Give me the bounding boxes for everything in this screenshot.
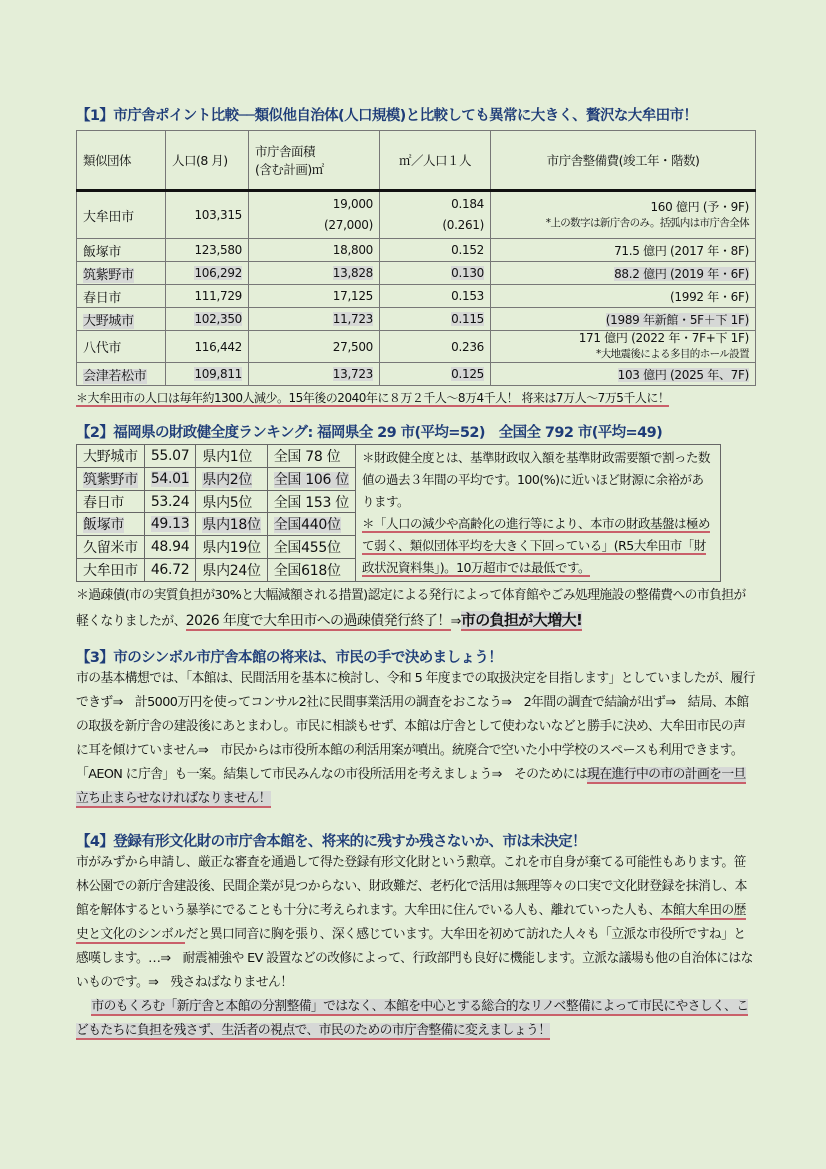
- per-person-cell: [380, 285, 491, 308]
- bond-end-emphasis: 2026 年度で大牟田市への過疎債発行終了！: [185, 613, 451, 629]
- header-area-line2: (含む計画)㎡: [255, 162, 324, 177]
- pref-rank-cell: [196, 445, 267, 468]
- population-cell: [166, 191, 249, 239]
- cost-value: 160 億円 (予・9F): [650, 199, 749, 214]
- score-cell: [144, 559, 196, 582]
- nat-rank-value: 全国 106 位: [273, 471, 349, 488]
- city-name-text: 春日市: [83, 290, 122, 306]
- score-cell: [144, 513, 196, 536]
- per-person-value: 0.236: [451, 339, 484, 354]
- score-value: 48.94: [150, 539, 190, 556]
- city-name-text: 春日市: [83, 494, 125, 511]
- depopulation-bond-note: [76, 584, 756, 634]
- nat-rank-value: 全国455位: [273, 540, 341, 557]
- header-cost: 市庁舎整備費(竣工年・階数): [491, 131, 756, 191]
- table-row: [77, 191, 756, 239]
- population-note-text: ＊大牟田市の人口は毎年約1300人減少。15年後の2040年に８万２千人～8万4千人！ 将来は7万人～7万5千人に！: [76, 391, 670, 405]
- nat-rank-cell: [267, 490, 355, 513]
- pref-rank-cell: [196, 559, 267, 582]
- table-row: [77, 308, 756, 331]
- table-row: [77, 513, 356, 536]
- nat-rank-value: 全国440位: [273, 517, 341, 534]
- population-note: [76, 389, 756, 406]
- area-cell: [249, 308, 380, 331]
- cost-note: *上の数字は新庁舎のみ。括弧内は市庁舎全体: [545, 216, 749, 229]
- pref-rank-value: 県内19位: [202, 540, 261, 557]
- cost-cell: [491, 363, 756, 386]
- area-value: 19,000: [332, 197, 373, 211]
- city-name: [77, 467, 145, 490]
- score-value: 54.01: [150, 470, 190, 487]
- header-area: [249, 131, 380, 191]
- area-value: 13,723: [332, 367, 373, 381]
- per-person-cell: [380, 239, 491, 262]
- city-name: [77, 239, 166, 262]
- population-value: 111,729: [194, 289, 242, 303]
- area-cell: [249, 285, 380, 308]
- table-row: [77, 331, 756, 363]
- header-population: 人口(8 月): [166, 131, 249, 191]
- per-person-value: 0.115: [451, 312, 484, 326]
- section3-text: 市の基本構想では、「本館は、民間活用を基本に検討し、令和 5 年度までの取扱決定を目指します」としていましたが、履行できず⇒ 計5000万円を使ってコンサル2社に民間事業活用の調査をおこなう⇒ 2年間の調査で結論が出ず⇒ 結局、本館の取扱を新庁舎の建設後にあとまわし。市民に相談もせず、本館は庁舎として使わないなどと勝手に決め、大牟田市民の声に耳を傾けていません⇒ 市民からは市役所本館の利活用案が噴出。統廃合で空いた小中学校のスペースも利用できます。「AEON に庁舎」も一案。結集して市民みんなの市役所活用を考えましょう⇒ そのためには: [76, 671, 755, 782]
- pref-rank-value: 県内1位: [202, 448, 253, 465]
- city-name: [77, 331, 166, 363]
- city-name-text: 大野城市: [83, 313, 134, 329]
- score-value: 53.24: [150, 493, 190, 510]
- city-name-text: 筑紫野市: [83, 471, 138, 488]
- pref-rank-value: 県内2位: [202, 471, 253, 488]
- section4-body: [76, 851, 756, 995]
- per-person-cell: [380, 191, 491, 239]
- city-name: [77, 191, 166, 239]
- cost-cell: [491, 191, 756, 239]
- per-person-cell: [380, 363, 491, 386]
- section4-text-a: 市がみずから申請し、厳正な審査を通過して得た登録有形文化財という勲章。これを市自身が棄てる可能性もあります。笹林公園での新庁舎建設後、民間企業が見つからない、財政難だ、老朽化で活用は無理等々の口実で文化財登録を抹消し、本館を解体するという暴挙にでることも十分に考えられます。大牟田に住んでいる人も、離れていった人も、: [76, 855, 747, 918]
- table-header-row: [77, 131, 756, 191]
- section4-title: 【4】登録有形文化財の市庁舎本館を、将来的に残すか残さないか、市は未決定！: [76, 834, 586, 850]
- cost-cell: [491, 239, 756, 262]
- population-cell: [166, 285, 249, 308]
- section4-emphasis: 本館大牟田の歴史と文化のシンボル: [76, 903, 746, 942]
- burden-increase-emphasis: 市の負担が大増大!: [460, 611, 583, 629]
- conclusion: [76, 995, 756, 1043]
- bond-note-text: ＊過疎債(市の実質負担が30%と大幅減額される措置)認定による発行によって体育館やごみ処理施設の整備費への市負担が軽くなりましたが、: [76, 588, 746, 629]
- cost-value: 171 億円 (2022 年・7F+下 1F): [578, 331, 749, 345]
- per-person-cell: [380, 308, 491, 331]
- nat-rank-cell: [267, 559, 355, 582]
- header-city: 類似団体: [77, 131, 166, 191]
- section1-title: 【1】市庁舎ポイント比較──類似他自治体(人口規模)と比較しても異常に大きく、贅沢な大牟田市！: [76, 108, 698, 124]
- arrow-icon: ⇒: [450, 614, 461, 629]
- pref-rank-cell: [196, 467, 267, 490]
- city-name: [77, 363, 166, 386]
- pref-rank-value: 県内18位: [202, 517, 261, 534]
- score-value: 55.07: [150, 447, 190, 464]
- pref-rank-cell: [196, 513, 267, 536]
- header-per-person: ㎡／人口１人: [380, 131, 491, 191]
- cost-cell: [491, 262, 756, 285]
- nat-rank-cell: [267, 513, 355, 536]
- score-value: 49.13: [150, 516, 190, 533]
- nat-rank-value: 全国 153 位: [273, 494, 349, 511]
- score-cell: [144, 490, 196, 513]
- cost-value: (1992 年・6F): [670, 289, 749, 304]
- nat-rank-cell: [267, 445, 355, 468]
- city-hall-comparison-table: [76, 130, 756, 386]
- per-person-total-value: (0.261): [442, 218, 484, 232]
- area-cell: [249, 363, 380, 386]
- section3-emphasis: 現在進行中の市の計画を一旦立ち止まらせなければなりません！: [76, 767, 746, 806]
- table-row: [77, 363, 756, 386]
- population-value: 109,811: [194, 367, 242, 381]
- table-row: [77, 467, 356, 490]
- score-value: 46.72: [150, 562, 190, 579]
- population-value: 103,315: [194, 208, 242, 222]
- area-cell: [249, 191, 380, 239]
- fiscal-definition-note: ＊財政健全度とは、基準財政収入額を基準財政需要額で割った数値の過去３年間の平均です。100(%)に近いほど財源に余裕があります。: [361, 450, 710, 509]
- city-name-text: 久留米市: [83, 540, 138, 557]
- cost-value: 71.5 億円 (2017 年・8F): [614, 243, 749, 258]
- document-page: [76, 104, 756, 1043]
- score-cell: [144, 445, 196, 468]
- nat-rank-cell: [267, 536, 355, 559]
- city-name-text: 八代市: [83, 341, 122, 356]
- city-name: [77, 559, 145, 582]
- table-row: [77, 285, 756, 308]
- population-value: 116,442: [194, 339, 242, 354]
- population-cell: [166, 262, 249, 285]
- table-row: [77, 536, 356, 559]
- score-cell: [144, 536, 196, 559]
- area-cell: [249, 331, 380, 363]
- city-name: [77, 445, 145, 468]
- area-cell: [249, 239, 380, 262]
- city-name-text: 筑紫野市: [83, 267, 134, 283]
- cost-cell: [491, 331, 756, 363]
- city-name-text: 大牟田市: [83, 209, 134, 225]
- per-person-value: 0.152: [451, 243, 484, 257]
- fiscal-quote-text: ＊「人口の減少や高齢化の進行等により、本市の財政基盤は極めて弱く、類似団体平均を大きく下回っている」(R5大牟田市「財政状況資料集」)。10万超市では最低です。: [361, 516, 710, 575]
- per-person-value: 0.153: [451, 289, 484, 303]
- pref-rank-value: 県内5位: [202, 494, 253, 511]
- nat-rank-value: 全国 78 位: [273, 448, 341, 465]
- fiscal-ranking-note: [356, 444, 721, 582]
- per-person-cell: [380, 262, 491, 285]
- city-name: [77, 262, 166, 285]
- per-person-value: 0.125: [451, 367, 484, 381]
- cost-cell: [491, 308, 756, 331]
- area-value: 18,800: [332, 243, 373, 257]
- table-row: [77, 262, 756, 285]
- table-row: [77, 559, 356, 582]
- pref-rank-value: 県内24位: [202, 563, 261, 580]
- city-name: [77, 536, 145, 559]
- city-name-text: 大牟田市: [83, 563, 138, 580]
- header-area-line1: 市庁舎面積: [255, 144, 316, 159]
- per-person-cell: [380, 331, 491, 363]
- area-total-value: (27,000): [324, 218, 373, 232]
- fiscal-ranking: [76, 444, 756, 582]
- city-name: [77, 490, 145, 513]
- fiscal-quote-note: [362, 513, 714, 579]
- population-value: 123,580: [194, 243, 242, 257]
- table-row: [77, 445, 356, 468]
- score-cell: [144, 467, 196, 490]
- population-value: 106,292: [194, 266, 242, 280]
- area-value: 11,723: [332, 312, 373, 326]
- population-cell: [166, 331, 249, 363]
- area-value: 13,828: [332, 266, 373, 280]
- section3-title: 【3】市のシンボル市庁舎本館の将来は、市民の手で決めましょう！: [76, 650, 503, 666]
- cost-note: *大地震後による多目的ホール設置: [596, 348, 749, 360]
- table-row: [77, 490, 356, 513]
- city-name-text: 会津若松市: [83, 368, 147, 384]
- conclusion-text: 市のもくろむ「新庁舎と本館の分割整備」ではなく、本館を中心とする総合的なリノベ整備によって市民にやさしく、こどもたちに負担を残さず、生活者の視点で、市民のための市庁舎整備に変えましょう！: [76, 999, 749, 1038]
- nat-rank-value: 全国618位: [273, 563, 341, 580]
- area-cell: [249, 262, 380, 285]
- population-cell: [166, 363, 249, 386]
- population-value: 102,350: [194, 312, 242, 326]
- section3-body: [76, 667, 756, 811]
- per-person-value: 0.130: [451, 266, 484, 280]
- city-name: [77, 285, 166, 308]
- population-cell: [166, 308, 249, 331]
- city-name-text: 飯塚市: [83, 244, 122, 260]
- section2-title: 【2】福岡県の財政健全度ランキング: 福岡県全 29 市(平均=52) 全国全 792 市(平均=49): [76, 425, 663, 441]
- per-person-value: 0.184: [451, 197, 484, 211]
- nat-rank-cell: [267, 467, 355, 490]
- fiscal-ranking-table: [76, 444, 356, 582]
- pref-rank-cell: [196, 490, 267, 513]
- pref-rank-cell: [196, 536, 267, 559]
- area-value: 27,500: [332, 339, 373, 354]
- cost-cell: [491, 285, 756, 308]
- city-name: [77, 308, 166, 331]
- area-value: 17,125: [332, 289, 373, 303]
- city-name-text: 飯塚市: [83, 517, 125, 534]
- city-name-text: 大野城市: [83, 448, 138, 465]
- cost-value: (1989 年新館・5F＋下 1F): [605, 312, 749, 327]
- cost-value: 103 億円 (2025 年、7F): [617, 367, 749, 382]
- population-cell: [166, 239, 249, 262]
- section4-text-b: だと異口同音に胸を張り、深く感じています。大牟田を初めて訪れた人々も「立派な市役所ですね」と感嘆します。…⇒ 耐震補強や EV 設置などの改修によって、行政部門も良好に機能します。立派な議場も他の自治体にはないものです。⇒ 残さねばなりません！: [76, 927, 753, 990]
- cost-value: 88.2 億円 (2019 年・6F): [614, 266, 749, 281]
- table-row: [77, 239, 756, 262]
- city-name: [77, 513, 145, 536]
